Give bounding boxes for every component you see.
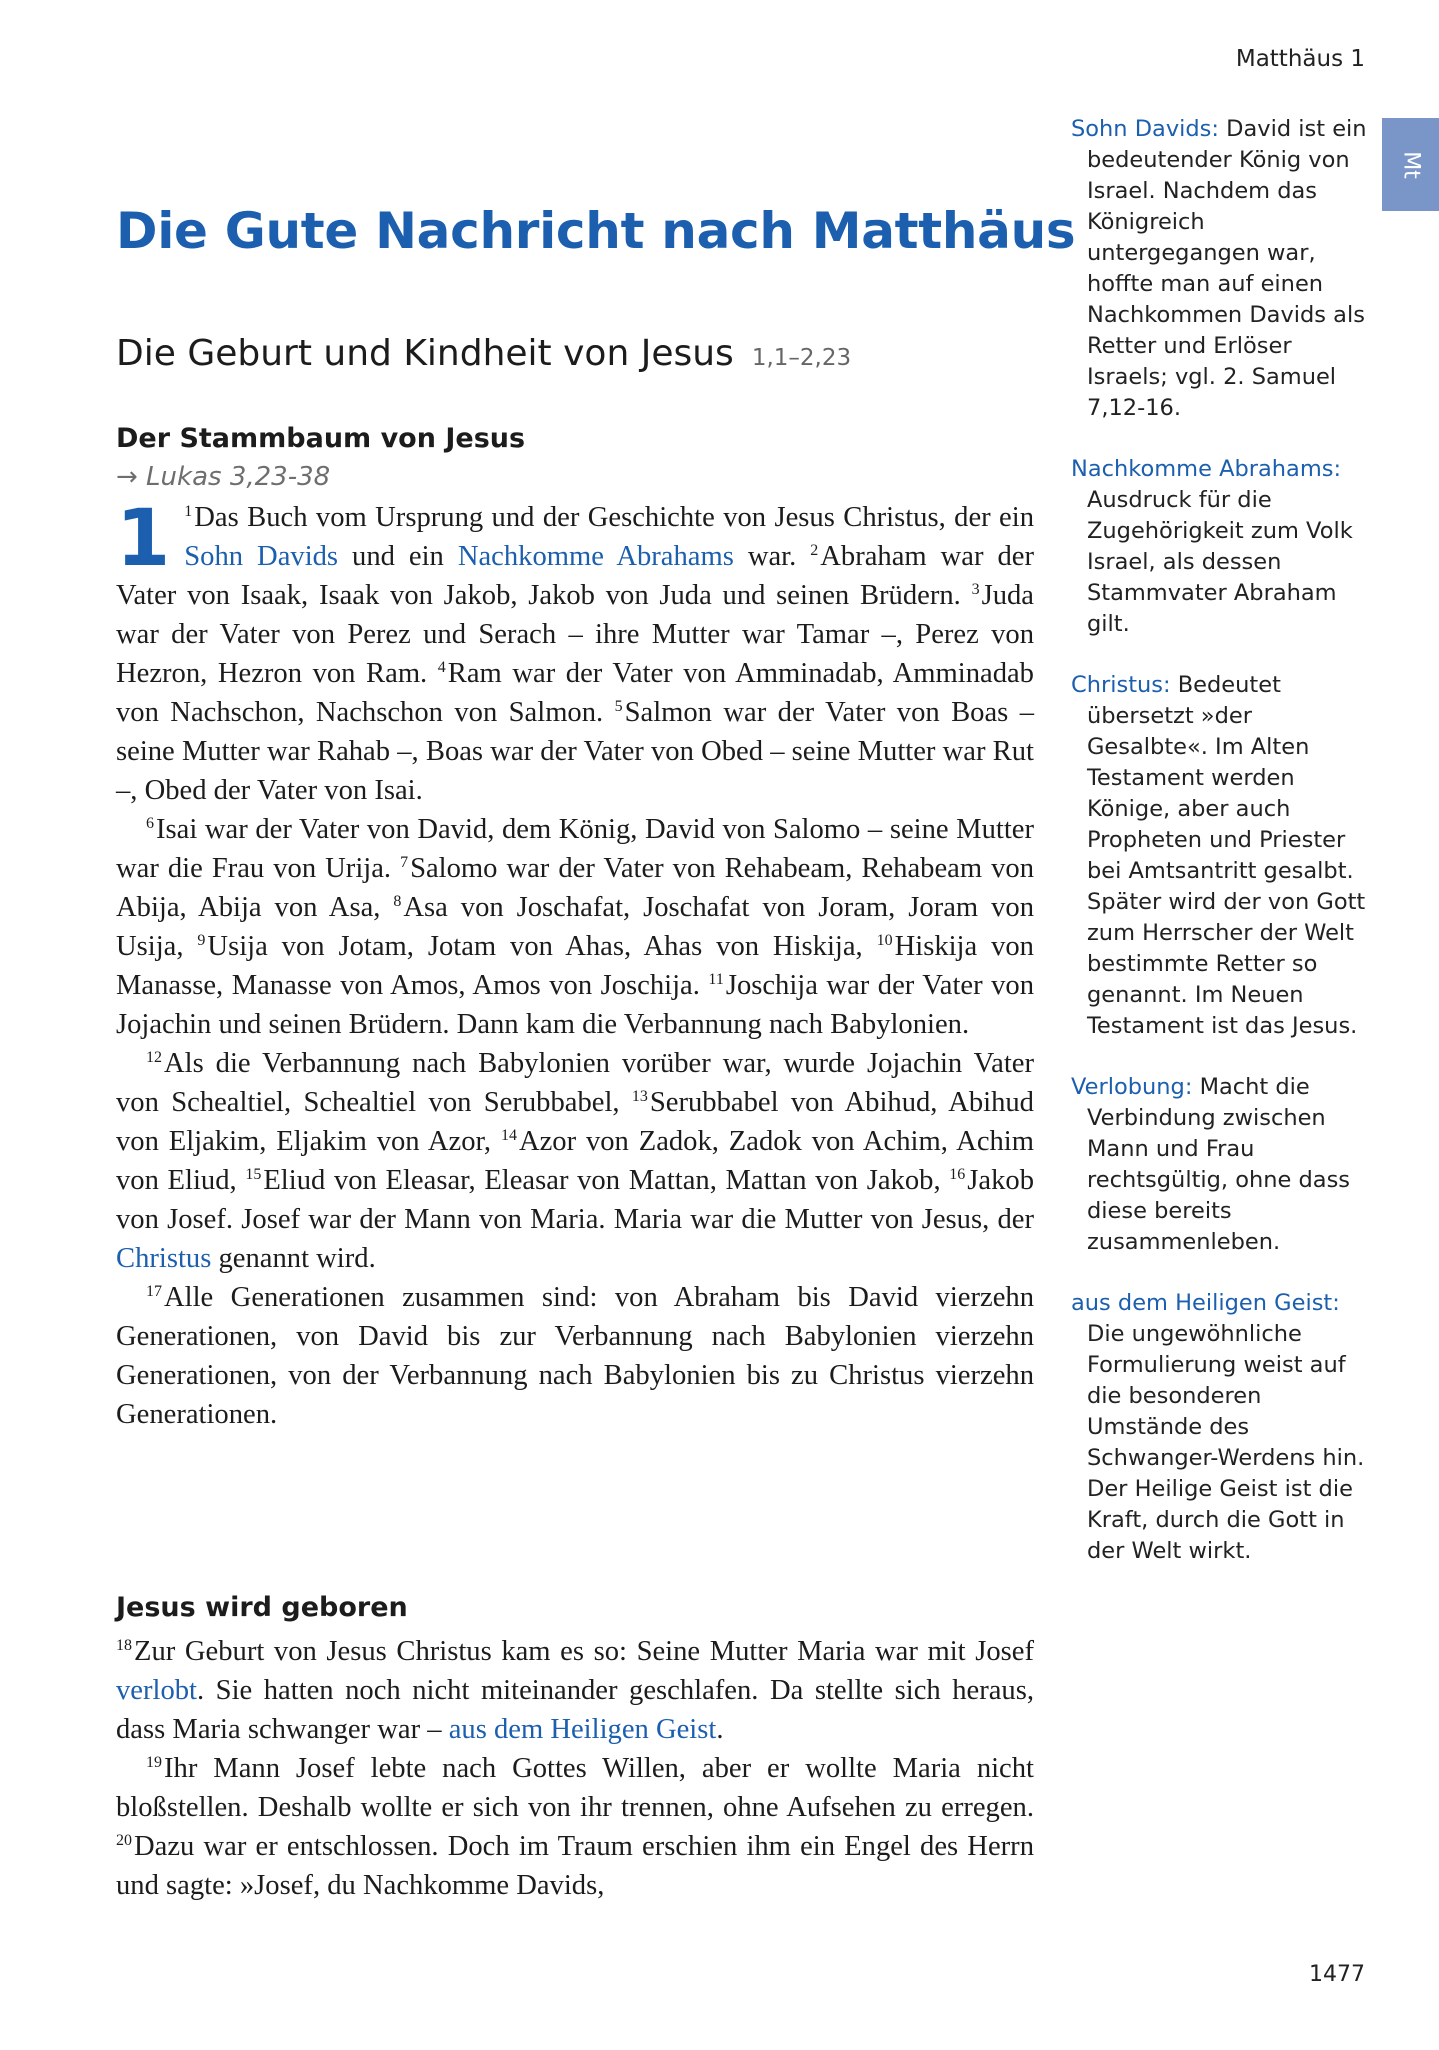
verse-text: und ein [352, 541, 444, 572]
glossary-sidebar [1071, 114, 1371, 1597]
glossary-definition: Macht die Verbindung zwischen Mann und Frau rechtsgültig, ohne dass diese bereits zusammenleben. [1087, 1074, 1351, 1255]
glossary-note-sohn-davids [1071, 114, 1371, 424]
verse-text: Salmon war der Vater von Boas – seine Mutter war Rahab –, Boas war der Vater von Obed – seine Mutter war Rut –, Obed der Vater von Isai. [116, 697, 1035, 806]
verse-number: 3 [971, 581, 980, 598]
verse-number: 13 [631, 1088, 648, 1105]
verse-number: 6 [146, 815, 154, 832]
running-head: Matthäus 1 [1235, 46, 1365, 72]
paragraph [116, 810, 1034, 1044]
verse-number: 9 [197, 932, 206, 949]
glossary-definition: Bedeutet übersetzt »der Gesalbte«. Im Alten Testament werden Könige, aber auch Propheten und Priester bei Amtsantritt gesalbt. Später wird der von Gott zum Herrscher der Welt bestimmte Retter so genannt. Im Neuen Testament ist das Jesus. [1087, 672, 1366, 1039]
verse-text: Als die Verbannung nach Babylonien vorüber war, wurde Jojachin Vater von Schealtiel, Schealtiel von Serubbabel, [116, 1048, 1034, 1118]
verse-text: Ram war der Vater von Amminadab, Amminadab von Nachschon, Nachschon von Salmon. [116, 658, 1034, 728]
verse-number: 4 [437, 659, 446, 676]
pericope-heading-birth: Jesus wird geboren [116, 1592, 408, 1623]
book-title: Die Gute Nachricht nach Matthäus [116, 202, 1076, 260]
glossary-term: Sohn Davids: [1071, 116, 1219, 142]
verse-text: . Sie hatten noch nicht miteinander geschlafen. Da stellte sich heraus, dass Maria schwanger war – [116, 1675, 1034, 1745]
genealogy-text [116, 494, 1035, 1434]
glossary-definition: Die ungewöhnliche Formulierung weist auf die besonderen Umstände des Schwanger-Werdens hin. Der Heilige Geist ist die Kraft, durch die Gott in der Welt wirkt. [1087, 1321, 1365, 1564]
glossary-link-christus[interactable]: Christus [116, 1243, 212, 1274]
glossary-term: Christus: [1071, 672, 1171, 698]
paragraph [116, 494, 1035, 810]
verse-number: 20 [116, 1832, 132, 1849]
birth-text [116, 1632, 1034, 1905]
glossary-term: aus dem Heiligen Geist: [1071, 1290, 1340, 1316]
verse-text: Asa von Joschafat, Joschafat von Joram, Joram von Usija, [116, 892, 1034, 962]
glossary-note-verlobung [1071, 1072, 1371, 1258]
verse-number: 12 [146, 1049, 162, 1066]
verse-text: Abraham war der Vater von Isaak, Isaak von Jakob, Jakob von Juda und seinen Brüdern. [116, 541, 1034, 611]
chapter-number: 1 [116, 494, 171, 584]
verse-number: 2 [810, 542, 819, 559]
section-reference: 1,1–2,23 [751, 345, 852, 371]
verse-text: Juda war der Vater von Perez und Serach – ihre Mutter war Tamar –, Perez von Hezron, Hezron von Ram. [116, 580, 1034, 689]
paragraph [116, 1749, 1034, 1905]
verse-number: 8 [393, 893, 402, 910]
verse-text: Ihr Mann Josef lebte nach Gottes Willen, aber er wollte Maria nicht bloßstellen. Deshalb wollte er sich von ihr trennen, ohne Aufsehen zu erregen. [116, 1753, 1034, 1823]
verse-text: Hiskija von Manasse, Manasse von Amos, Amos von Joschija. [116, 931, 1034, 1001]
paragraph [116, 1632, 1034, 1749]
verse-number: 19 [146, 1754, 162, 1771]
glossary-definition: David ist ein bedeutender König von Israel. Nachdem das Königreich untergegangen war, hoffte man auf einen Nachkommen Davids als Retter und Erlöser Israels; vgl. 2. Samuel 7,12-16. [1087, 116, 1367, 421]
glossary-link-heiliger-geist[interactable]: aus dem Heiligen Geist [448, 1714, 717, 1745]
verse-number: 1 [184, 503, 193, 520]
glossary-term: Nachkomme Abrahams: [1071, 456, 1342, 482]
pericope-heading-genealogy: Der Stammbaum von Jesus [116, 423, 526, 454]
verse-number: 15 [245, 1166, 262, 1183]
verse-text: war. [747, 541, 797, 572]
verse-text: Alle Generationen zusammen sind: von Abraham bis David vierzehn Generationen, von David bis zur Verbannung nach Babylonien vierzehn Generationen, von der Verbannung nach Babylonien bis zu Christus vierzehn Generationen. [116, 1282, 1034, 1430]
book-tab [1382, 118, 1439, 211]
glossary-link-verlobung[interactable]: verlobt [116, 1675, 197, 1706]
page-number: 1477 [1309, 1962, 1365, 1987]
verse-text: Joschija war der Vater von Jojachin und seinen Brüdern. Dann kam die Verbannung nach Babylonien. [116, 970, 1034, 1040]
verse-text: Serubbabel von Abihud, Abihud von Eljakim, Eljakim von Azor, [116, 1087, 1034, 1157]
verse-text: . [716, 1714, 724, 1745]
verse-number: 5 [614, 698, 623, 715]
section-title-text: Die Geburt und Kindheit von Jesus [116, 333, 734, 374]
verse-text: Salomo war der Vater von Rehabeam, Rehabeam von Abija, Abija von Asa, [116, 853, 1034, 923]
verse-text: genannt wird. [218, 1243, 376, 1274]
glossary-note-christus [1071, 670, 1371, 1042]
verse-text: Eliud von Eleasar, Eleasar von Mattan, Mattan von Jakob, [263, 1165, 941, 1196]
glossary-link-nachkomme-abrahams[interactable]: Nachkomme Abrahams [457, 541, 734, 572]
verse-number: 14 [500, 1127, 517, 1144]
verse-number: 7 [400, 854, 409, 871]
glossary-link-sohn-davids[interactable]: Sohn Davids [184, 541, 339, 572]
glossary-term: Verlobung: [1071, 1074, 1193, 1100]
verse-text: Azor von Zadok, Zadok von Achim, Achim von Eliud, [116, 1126, 1034, 1196]
verse-number: 11 [708, 971, 724, 988]
cross-reference: → Lukas 3,23-38 [116, 462, 331, 492]
verse-text: Dazu war er entschlossen. Doch im Traum erschien ihm ein Engel des Herrn und sagte: »Josef, du Nachkomme Davids, [116, 1831, 1034, 1901]
verse-number: 16 [949, 1166, 966, 1183]
verse-text: Zur Geburt von Jesus Christus kam es so: Seine Mutter Maria war mit Josef [134, 1636, 1034, 1667]
verse-text: Isai war der Vater von David, dem König, David von Salomo – seine Mutter war die Frau von Urija. [116, 814, 1034, 884]
verse-number: 17 [146, 1283, 162, 1300]
book-tab-label: Mt [1398, 150, 1423, 179]
section-title [116, 333, 851, 374]
glossary-note-nachkomme-abrahams [1071, 454, 1371, 640]
paragraph [116, 1044, 1034, 1278]
paragraph [116, 1278, 1034, 1434]
verse-text: Das Buch vom Ursprung und der Geschichte von Jesus Christus, der ein [194, 502, 1034, 533]
verse-text: Usija von Jotam, Jotam von Ahas, Ahas von Hiskija, [207, 931, 863, 962]
glossary-note-heiliger-geist [1071, 1288, 1371, 1567]
verse-number: 10 [876, 932, 893, 949]
verse-text: Jakob von Josef. Josef war der Mann von Maria. Maria war die Mutter von Jesus, der [116, 1165, 1034, 1235]
verse-number: 18 [116, 1637, 132, 1654]
glossary-definition: Ausdruck für die Zugehörigkeit zum Volk Israel, als dessen Stammvater Abraham gilt. [1087, 487, 1353, 637]
